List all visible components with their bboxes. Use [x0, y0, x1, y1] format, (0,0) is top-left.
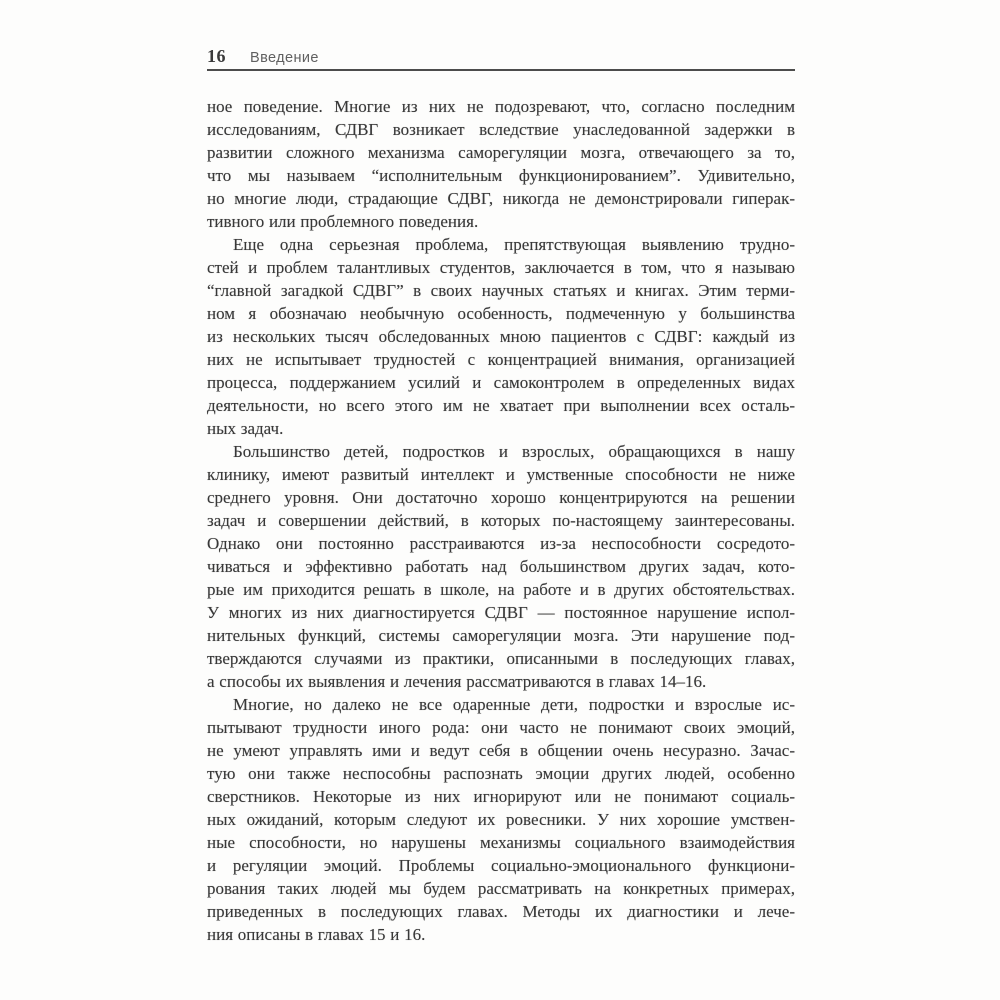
- text-line: Многие, но далеко не все одаренные дети, подростки и взрослые ис-: [233, 695, 795, 714]
- text-line: но многие люди, страдающие СДВГ, никогда не демонстрировали гиперак-: [207, 189, 795, 208]
- text-line: развитии сложного механизма саморегуляции мозга, отвечающего за то,: [207, 143, 795, 162]
- text-line: чиваться и эффективно работать над большинством других задач, кото-: [207, 557, 795, 576]
- text-line: ния описаны в главах 15 и 16.: [207, 925, 426, 944]
- paragraph: [207, 95, 795, 233]
- text-line: пытывают трудности иного рода: они часто не понимают своих эмоций,: [207, 718, 795, 737]
- text-line: процесса, поддержанием усилий и самоконтролем в определенных видах: [207, 373, 795, 392]
- text-line: ное поведение. Многие из них не подозревают, что, согласно последним: [207, 97, 795, 116]
- text-line: из нескольких тысяч обследованных мною пациентов с СДВГ: каждый из: [207, 327, 795, 346]
- text-line: сверстников. Некоторые из них игнорируют или не понимают социаль-: [207, 787, 795, 806]
- text-line: “главной загадкой СДВГ” в своих научных статьях и книгах. Этим терми-: [207, 281, 795, 300]
- body-text: [207, 95, 795, 946]
- page-header: [207, 46, 795, 66]
- text-line: нительных функций, системы саморегуляции мозга. Эти нарушение под-: [207, 626, 795, 645]
- text-line: тверждаются случаями из практики, описанными в последующих главах,: [207, 649, 795, 668]
- text-line: деятельности, но всего этого им не хватает при выполнении всех осталь-: [207, 396, 795, 415]
- paragraph: [207, 440, 795, 693]
- text-line: и регуляции эмоций. Проблемы социально-эмоционального функциони-: [207, 856, 795, 875]
- text-line: тивного или проблемного поведения.: [207, 212, 479, 231]
- text-line: ные способности, но нарушены механизмы социального взаимодействия: [207, 833, 795, 852]
- page-number: 16: [207, 46, 226, 66]
- text-line: ном я обозначаю необычную особенность, подмеченную у большинства: [207, 304, 795, 323]
- text-line: Еще одна серьезная проблема, препятствующая выявлению трудно-: [233, 235, 795, 254]
- text-line: задач и совершении действий, в которых по-настоящему заинтересованы.: [207, 511, 795, 530]
- text-line: Большинство детей, подростков и взрослых, обращающихся в нашу: [233, 442, 795, 461]
- text-line: рования таких людей мы будем рассматривать на конкретных примерах,: [207, 879, 795, 898]
- text-line: тую они также неспособны распознать эмоции других людей, особенно: [207, 764, 795, 783]
- chapter-title: Введение: [250, 50, 319, 66]
- text-line: Однако они постоянно расстраиваются из-за неспособности сосредото-: [207, 534, 795, 553]
- page-content: [207, 46, 795, 946]
- text-line: У многих из них диагностируется СДВГ — постоянное нарушение испол-: [207, 603, 795, 622]
- text-line: ных ожиданий, которым следуют их ровесники. У них хорошие умствен-: [207, 810, 795, 829]
- text-line: приведенных в последующих главах. Методы их диагностики и лече-: [207, 902, 795, 921]
- text-line: ных задач.: [207, 419, 284, 438]
- text-line: а способы их выявления и лечения рассматриваются в главах 14–16.: [207, 672, 707, 691]
- paragraph: [207, 233, 795, 440]
- text-line: рые им приходится решать в школе, на работе и в других обстоятельствах.: [207, 580, 795, 599]
- text-line: них не испытывает трудностей с концентрацией внимания, организацией: [207, 350, 795, 369]
- header-rule: [207, 69, 795, 71]
- text-line: не умеют управлять ими и ведут себя в общении очень несуразно. Зачас-: [207, 741, 795, 760]
- text-line: исследованиям, СДВГ возникает вследствие унаследованной задержки в: [207, 120, 795, 139]
- text-line: стей и проблем талантливых студентов, заключается в том, что я называю: [207, 258, 795, 277]
- text-line: что мы называем “исполнительным функционированием”. Удивительно,: [207, 166, 795, 185]
- text-line: среднего уровня. Они достаточно хорошо концентрируются на решении: [207, 488, 795, 507]
- paragraph: [207, 693, 795, 946]
- text-line: клинику, имеют развитый интеллект и умственные способности не ниже: [207, 465, 795, 484]
